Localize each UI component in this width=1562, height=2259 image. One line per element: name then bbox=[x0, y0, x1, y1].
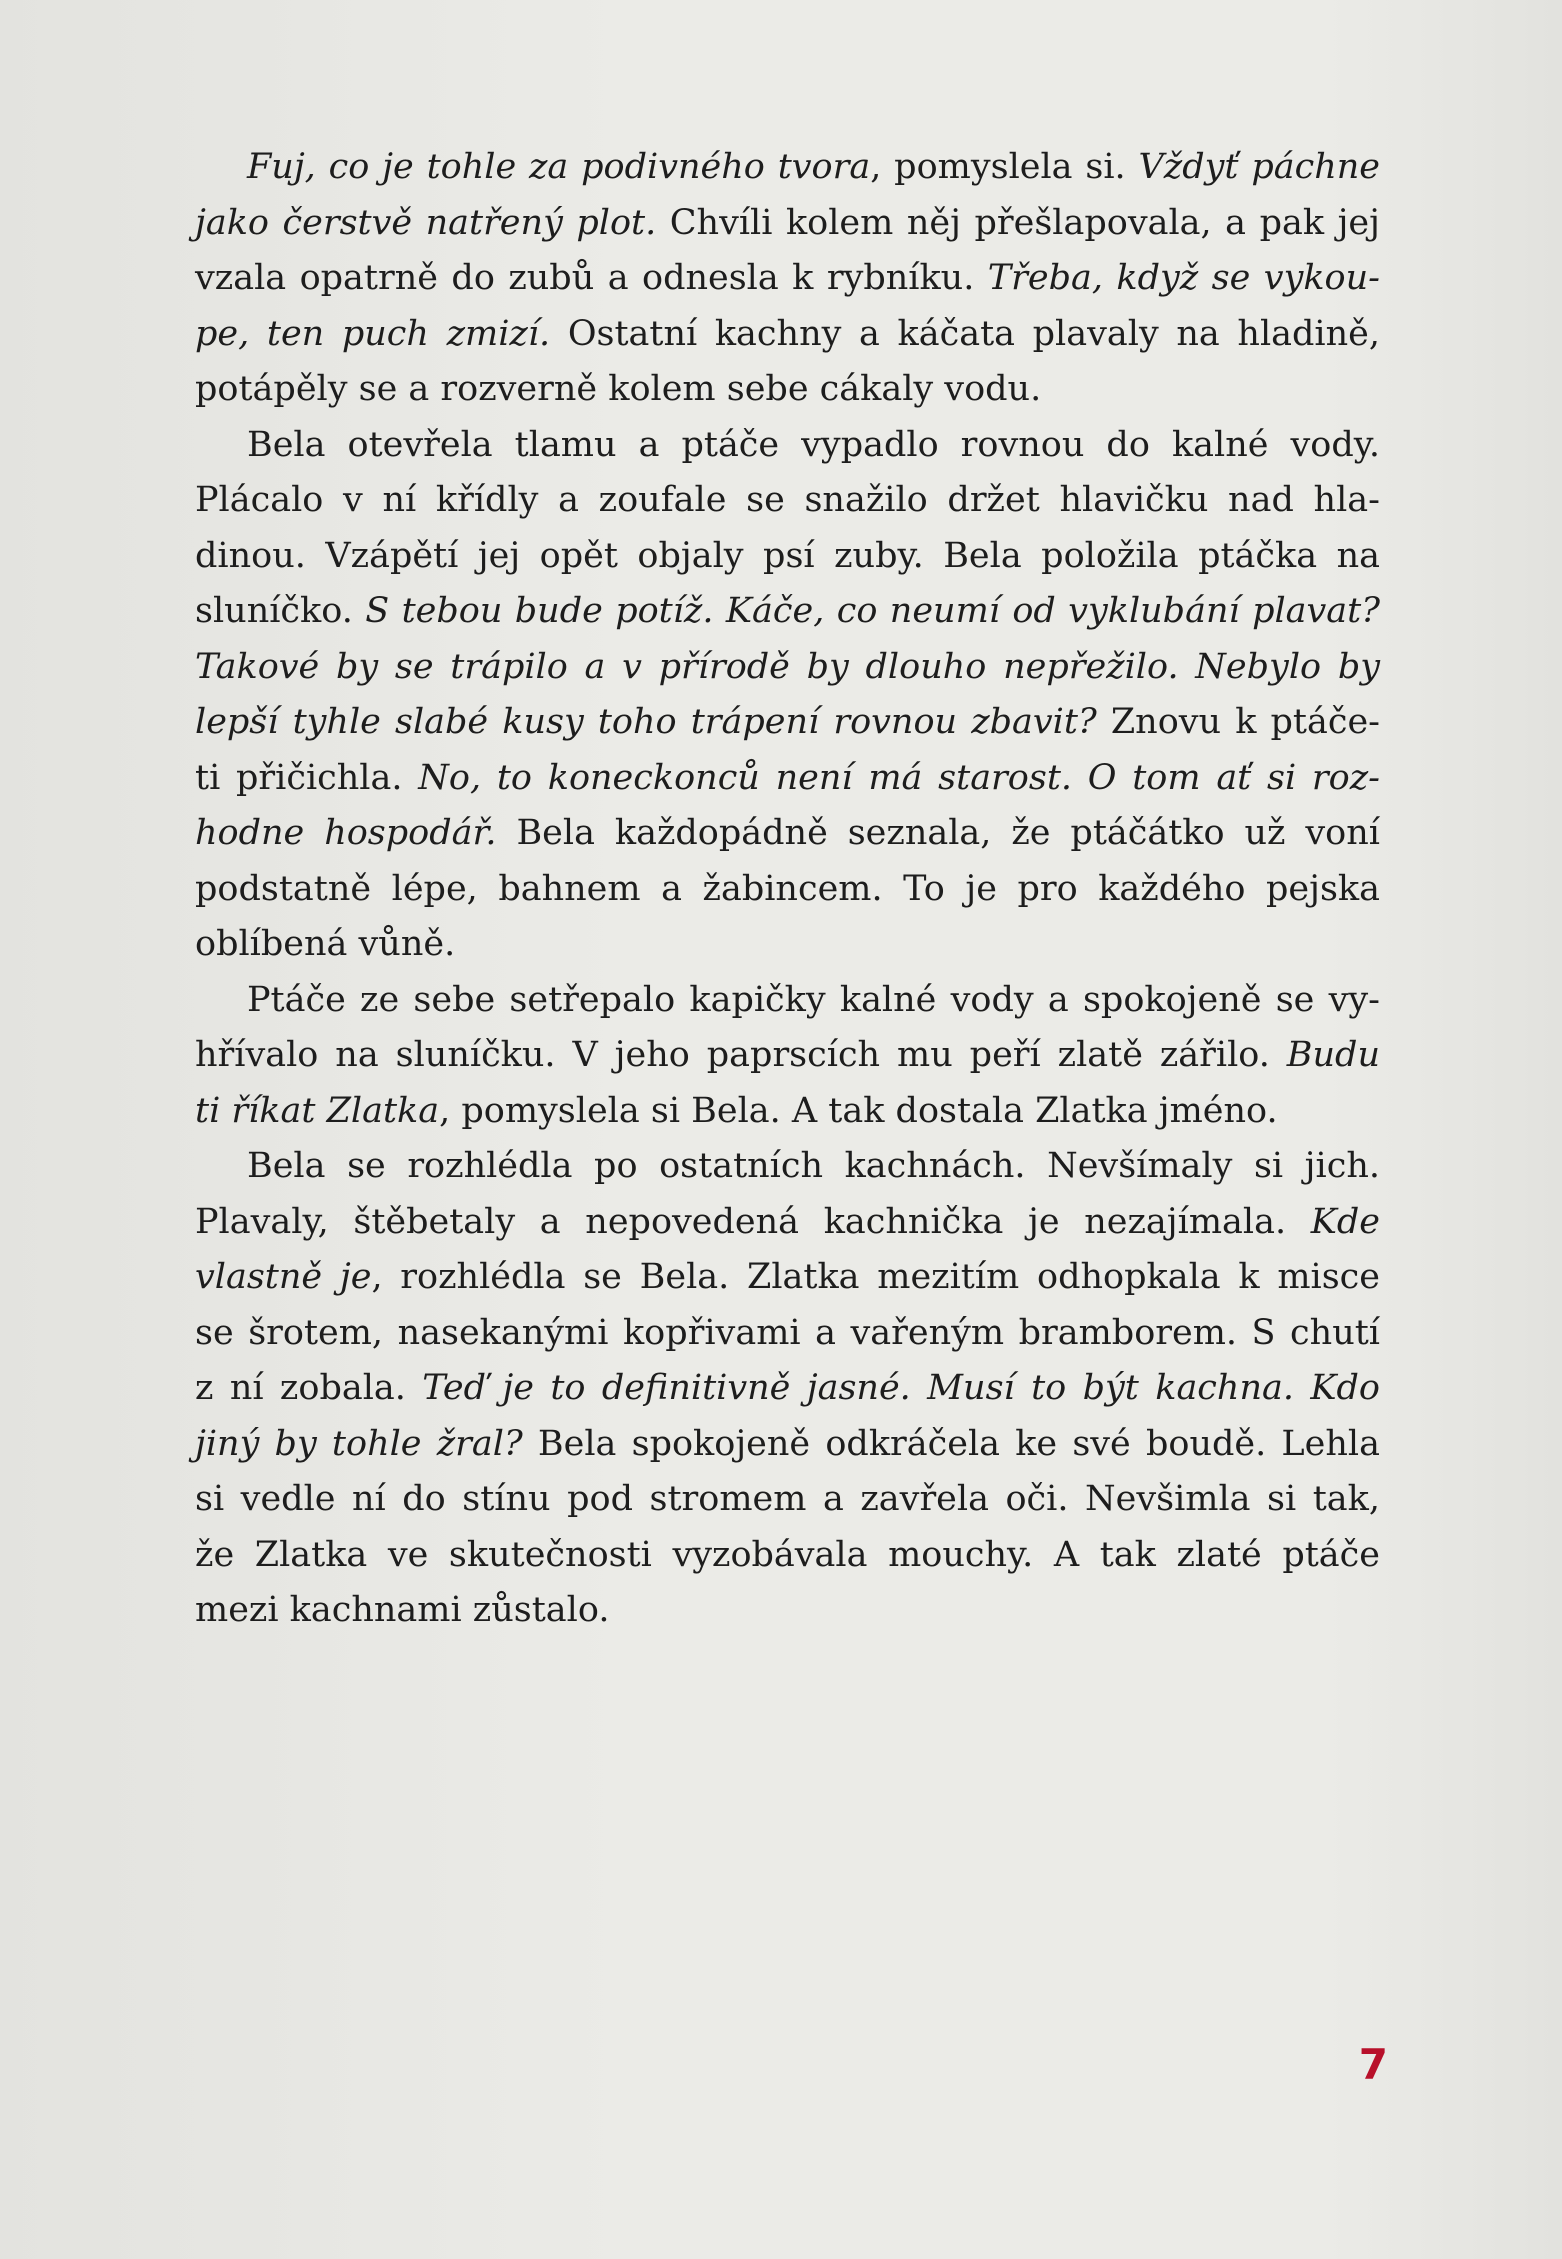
text-run: mezi kachnami zůstalo. bbox=[195, 1590, 610, 1630]
text-run: Bela otevřela tlamu a ptáče vypadlo rovnou do kalné vody. bbox=[247, 424, 1380, 465]
text-line bbox=[195, 1417, 1380, 1473]
italic-run: lepší tyhle slabé kusy toho trápení rovnou zbavit? bbox=[195, 702, 1097, 742]
italic-run: hodne hospodář. bbox=[195, 813, 497, 853]
text-line bbox=[195, 362, 1380, 418]
italic-run: ti říkat Zlatka bbox=[195, 1090, 440, 1131]
italic-run: jako čerstvě natřený plot. bbox=[195, 202, 657, 243]
text-line bbox=[195, 862, 1380, 918]
text-run: , pomyslela si. bbox=[870, 147, 1139, 187]
text-run: oblíbená vůně. bbox=[195, 924, 456, 964]
text-run: Plavaly, štěbetaly a nepovedená kachnička je nezajímala. bbox=[195, 1201, 1311, 1242]
text-run: z ní zobala. bbox=[195, 1368, 423, 1408]
italic-run: Takové by se trápilo a v přírodě by dlouho nepřežilo. Nebylo by bbox=[195, 646, 1380, 687]
text-line bbox=[195, 140, 1380, 196]
text-line bbox=[195, 1139, 1380, 1195]
text-line bbox=[195, 973, 1380, 1029]
text-line bbox=[195, 529, 1380, 585]
text-run: dinou. Vzápětí jej opět objaly psí zuby. Bela položila ptáčka na bbox=[195, 535, 1380, 576]
text-line bbox=[195, 196, 1380, 252]
text-run: Ostatní kachny a káčata plavaly na hladině, bbox=[550, 313, 1380, 354]
text-line bbox=[195, 1195, 1380, 1251]
italic-run: vlastně je bbox=[195, 1257, 372, 1297]
text-line bbox=[195, 584, 1380, 640]
text-line bbox=[195, 1472, 1380, 1528]
text-line bbox=[195, 751, 1380, 807]
text-run: sluníčko. bbox=[195, 591, 366, 631]
paragraph bbox=[195, 973, 1380, 1140]
text-run: ti přičichla. bbox=[195, 757, 419, 798]
text-run: Bela každopádně seznala, že ptáčátko už voní bbox=[496, 813, 1380, 853]
italic-run: No, to koneckonců není má starost. O tom ať si roz- bbox=[418, 757, 1381, 798]
paragraph bbox=[195, 140, 1380, 418]
text-run: Plácalo v ní křídly a zoufale se snažilo držet hlavičku nad hla- bbox=[195, 480, 1380, 520]
text-run: Ptáče ze sebe setřepalo kapičky kalné vody a spokojeně se vy- bbox=[247, 979, 1380, 1020]
text-run: Znovu k ptáče- bbox=[1096, 702, 1381, 742]
body-text bbox=[195, 140, 1380, 1639]
italic-run: S tebou bude potíž. Káče, co neumí od vyklubání plavat? bbox=[365, 591, 1381, 631]
italic-run: Třeba, když se vykou- bbox=[987, 258, 1380, 298]
italic-run: jiný by tohle žral? bbox=[195, 1423, 523, 1464]
text-line bbox=[195, 1084, 1380, 1140]
text-run: se šrotem, nasekanými kopřivami a vařeným bramborem. S chutí bbox=[195, 1312, 1380, 1353]
text-run: , rozhlédla se Bela. Zlatka mezitím odhopkala k misce bbox=[371, 1257, 1380, 1297]
italic-run: pe, ten puch zmizí. bbox=[195, 313, 551, 354]
italic-run: Vždyť páchne bbox=[1138, 147, 1380, 187]
text-line bbox=[195, 1028, 1380, 1084]
text-run: Chvíli kolem něj přešlapovala, a pak jej bbox=[656, 202, 1380, 243]
italic-run: Budu bbox=[1286, 1035, 1380, 1075]
text-line bbox=[195, 695, 1380, 751]
page-number: 7 bbox=[1358, 2040, 1388, 2089]
text-run: Bela se rozhlédla po ostatních kachnách. Nevšímaly si jich. bbox=[247, 1146, 1380, 1186]
text-run: vzala opatrně do zubů a odnesla k rybníku. bbox=[195, 258, 988, 298]
text-run: , pomyslela si Bela. A tak dostala Zlatka jméno. bbox=[439, 1090, 1278, 1131]
text-run: podstatně lépe, bahnem a žabincem. To je pro každého pejska bbox=[195, 868, 1380, 909]
text-line bbox=[195, 418, 1380, 474]
italic-run: Kde bbox=[1310, 1201, 1380, 1242]
text-run: hřívalo na sluníčku. V jeho paprscích mu peří zlatě zářilo. bbox=[195, 1035, 1287, 1075]
text-line bbox=[195, 1361, 1380, 1417]
text-run: si vedle ní do stínu pod stromem a zavřela oči. Nevšimla si tak, bbox=[195, 1479, 1380, 1519]
text-line bbox=[195, 1250, 1380, 1306]
text-run: Bela spokojeně odkráčela ke své boudě. Lehla bbox=[522, 1423, 1380, 1464]
text-line bbox=[195, 1583, 1380, 1639]
text-line bbox=[195, 1306, 1380, 1362]
text-line bbox=[195, 640, 1380, 696]
italic-run: Fuj, co je tohle za podivného tvora bbox=[247, 147, 871, 187]
text-line bbox=[195, 473, 1380, 529]
paragraph bbox=[195, 1139, 1380, 1639]
text-line bbox=[195, 251, 1380, 307]
paragraph bbox=[195, 418, 1380, 973]
text-line bbox=[195, 307, 1380, 363]
text-line bbox=[195, 917, 1380, 973]
text-line bbox=[195, 1528, 1380, 1584]
italic-run: Teď je to definitivně jasné. Musí to být kachna. Kdo bbox=[422, 1368, 1380, 1408]
text-run: potápěly se a rozverně kolem sebe cákaly vodu. bbox=[195, 369, 1042, 409]
text-run: že Zlatka ve skutečnosti vyzobávala mouchy. A tak zlaté ptáče bbox=[195, 1534, 1380, 1575]
text-line bbox=[195, 806, 1380, 862]
